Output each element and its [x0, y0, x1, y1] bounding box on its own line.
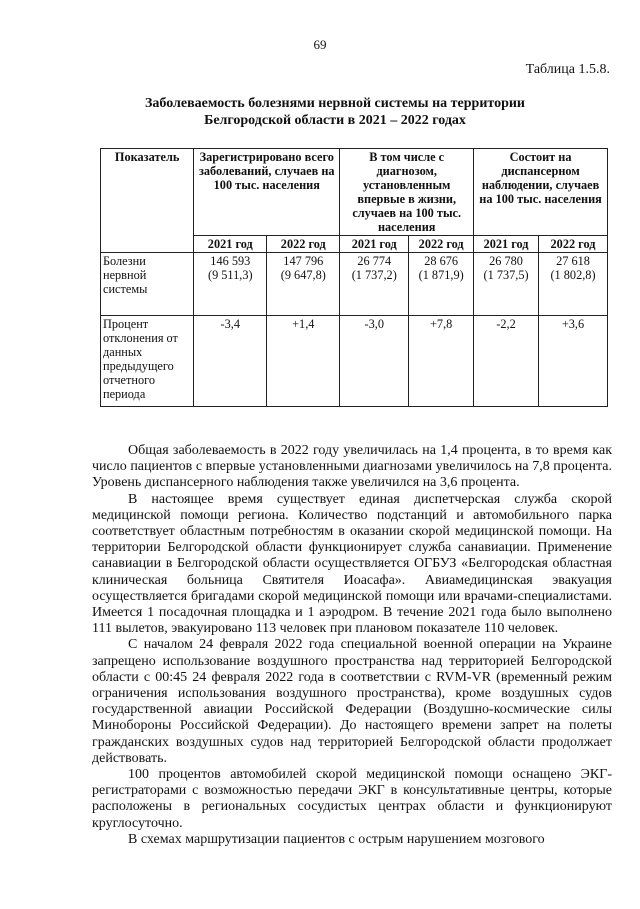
cell-rate: (1 871,9) [418, 268, 464, 282]
cell-rate: (9 511,3) [207, 268, 253, 282]
table-cell: +1,4 [267, 316, 340, 407]
row-label: Процент отклонения от данных предыдущего отчетного периода [101, 316, 194, 407]
table-label: Таблица 1.5.8. [525, 62, 610, 77]
cell-value: 28 676 [424, 254, 459, 268]
paragraph: Общая заболеваемость в 2022 году увеличилась на 1,4 процента, в то время как число пациентов с впервые установленными диагнозами увеличилось на 7,8 процента. Уровень диспансерного наблюдения также увеличился на 3,6 процента. [92, 443, 612, 491]
table-cell [340, 253, 409, 316]
table-cell: -3,4 [194, 316, 267, 407]
cell-value: 147 796 [283, 254, 324, 268]
cell-value: 26 780 [489, 254, 523, 268]
table-cell [539, 253, 608, 316]
paragraph: 100 процентов автомобилей скорой медицинской помощи оснащено ЭКГ-регистраторами с возможностью передачи ЭКГ в консультативные центры, которые расположены в региональных сосудистых центрах области и функционируют круглосуточно. [92, 767, 612, 831]
header-year: 2021 год [194, 236, 267, 253]
header-registered-total: Зарегистрировано всего заболеваний, случаев на 100 тыс. населения [194, 149, 340, 236]
cell-rate: (1 802,8) [550, 268, 596, 282]
table-cell [194, 253, 267, 316]
table-cell [267, 253, 340, 316]
paragraph: С началом 24 февраля 2022 года специальной военной операции на Украине запрещено использование воздушного пространства над территорией Белгородской области с 00:45 24 февраля 2022 года в соответствии с RVM-VR (временный режим ограничения использования воздушного пространства), кроме воздушных судов государственной авиации Российской Федерации (Воздушно-космические силы Минобороны Российской Федерации). До настоящего времени запрет на полеты гражданских воздушных судов над территорией Белгородской области продолжает действовать. [92, 637, 612, 766]
paragraph: В настоящее время существует единая диспетчерская служба скорой медицинской помощи региона. Количество подстанций и автомобильного парка соответствует областным потребностям в оказании скорой медицинской помощи. На территории Белгородской области функционирует служба санавиации. Применение санавиации в Белгородской области осуществляется ОГБУЗ «Белгородская областная клиническая больница Святителя Иоасафа». Авиамедицинская эвакуация осуществляется бригадами скорой медицинской помощи или врачами-специалистами. Имеется 1 посадочная площадка и 1 аэродром. В течение 2021 года было выполнено 111 вылетов, эвакуировано 113 человек при плановом показателе 110 человек. [92, 491, 612, 637]
body-text [92, 443, 612, 848]
table-cell: -2,2 [474, 316, 539, 407]
paragraph: В схемах маршрутизации пациентов с острым нарушением мозгового [128, 831, 545, 847]
header-year: 2022 год [539, 236, 608, 253]
cell-value: 26 774 [357, 254, 392, 268]
title-line-1: Заболеваемость болезнями нервной системы на территории [145, 96, 525, 111]
header-year: 2022 год [267, 236, 340, 253]
header-dispensary: Состоит на диспансерном наблюдении, случаев на 100 тыс. населения [474, 149, 608, 236]
header-first-diagnosed: В том числе с диагнозом, установленным впервые в жизни, случаев на 100 тыс. населения [340, 149, 474, 236]
header-year: 2021 год [340, 236, 409, 253]
title-line-2: Белгородской области в 2021 – 2022 годах [204, 113, 466, 128]
row-label: Болезни нервной системы [101, 253, 194, 316]
table-cell [409, 253, 474, 316]
table-row [101, 316, 608, 407]
page-number: 69 [313, 37, 327, 52]
cell-value: 146 593 [210, 254, 251, 268]
table-row [101, 253, 608, 316]
cell-rate: (9 647,8) [280, 268, 326, 282]
cell-value: 27 618 [556, 254, 590, 268]
table-cell: +7,8 [409, 316, 474, 407]
table-cell: -3,0 [340, 316, 409, 407]
header-indicator: Показатель [101, 149, 194, 253]
table-cell [474, 253, 539, 316]
morbidity-table [100, 148, 608, 407]
cell-rate: (1 737,5) [483, 268, 529, 282]
header-year: 2021 год [474, 236, 539, 253]
header-year: 2022 год [409, 236, 474, 253]
cell-rate: (1 737,2) [351, 268, 397, 282]
table-cell: +3,6 [539, 316, 608, 407]
table-title [100, 95, 570, 129]
